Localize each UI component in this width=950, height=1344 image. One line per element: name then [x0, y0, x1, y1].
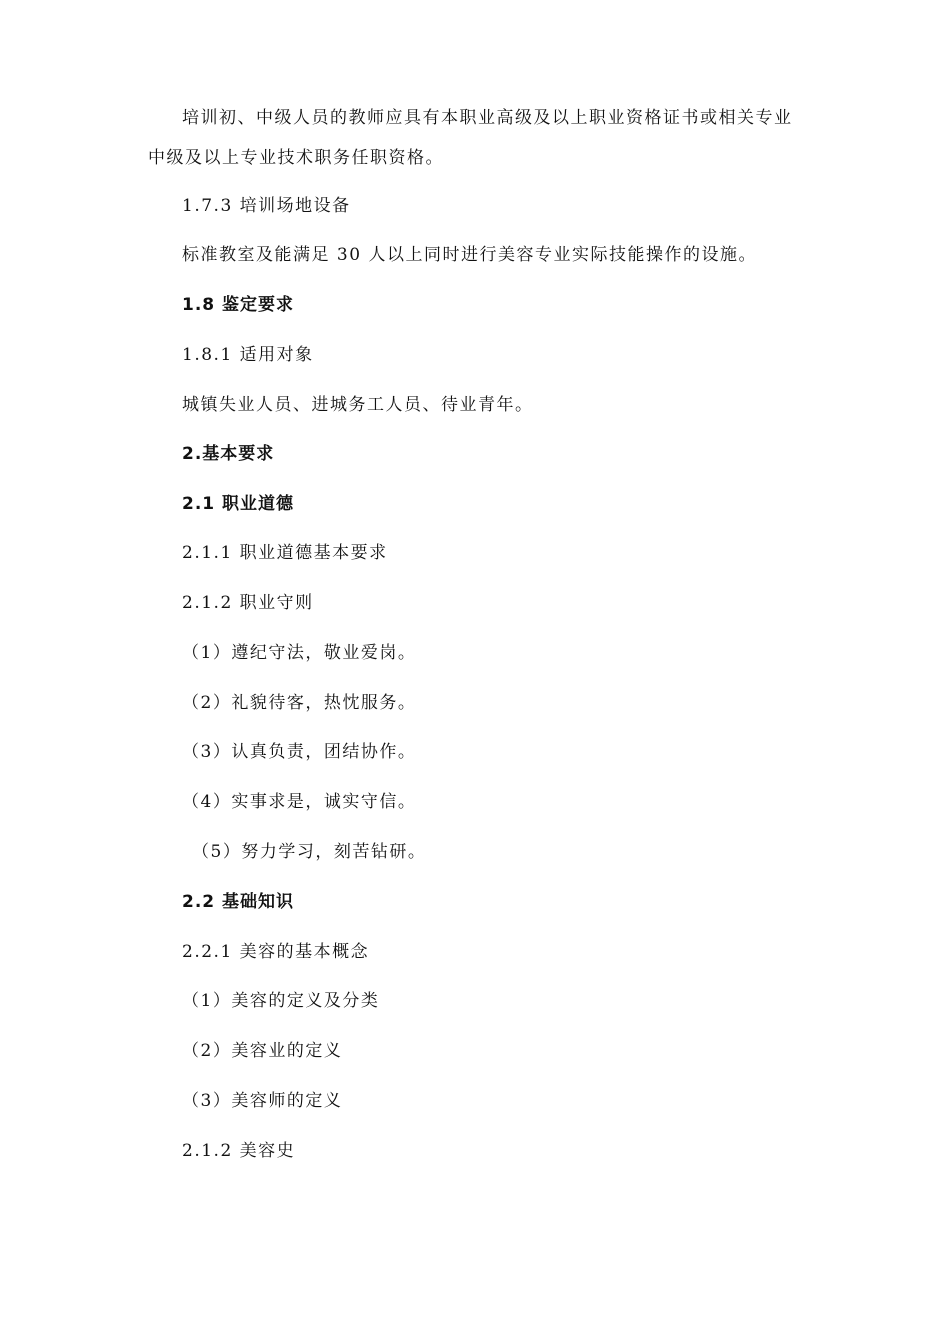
- list-item-rule-1: （1）遵纪守法，敬业爱岗。: [182, 643, 417, 663]
- heading-beauty-history: 2.1.2 美容史: [182, 1141, 296, 1161]
- list-item-rule-5: （5）努力学习，刻苦钻研。: [192, 842, 427, 862]
- heading-2-2: 2.2 基础知识: [182, 892, 295, 912]
- heading-2-1-2: 2.1.2 职业守则: [182, 593, 314, 613]
- list-item-rule-4: （4）实事求是，诚实守信。: [182, 792, 417, 812]
- heading-2-1: 2.1 职业道德: [182, 494, 295, 514]
- heading-1-7-3: 1.7.3 培训场地设备: [182, 196, 351, 216]
- paragraph-applicable-persons: 城镇失业人员、进城务工人员、待业青年。: [182, 395, 534, 415]
- list-item-rule-3: （3）认真负责，团结协作。: [182, 742, 417, 762]
- list-item-concept-3: （3）美容师的定义: [182, 1091, 343, 1111]
- list-item-concept-1: （1）美容的定义及分类: [182, 991, 380, 1011]
- heading-2-2-1: 2.2.1 美容的基本概念: [182, 942, 370, 962]
- list-item-rule-2: （2）礼貌待客，热忱服务。: [182, 693, 417, 713]
- heading-1-8: 1.8 鉴定要求: [182, 295, 295, 315]
- heading-1-8-1: 1.8.1 适用对象: [182, 345, 314, 365]
- list-item-concept-2: （2）美容业的定义: [182, 1041, 343, 1061]
- paragraph-teacher-qualification-line2: 中级及以上专业技术职务任职资格。: [148, 148, 444, 168]
- heading-2-1-1: 2.1.1 职业道德基本要求: [182, 543, 388, 563]
- paragraph-teacher-qualification-line1: 培训初、中级人员的教师应具有本职业高级及以上职业资格证书或相关专业: [182, 108, 793, 128]
- heading-2: 2.基本要求: [182, 444, 275, 464]
- paragraph-training-facilities: 标准教室及能满足 30 人以上同时进行美容专业实际技能操作的设施。: [182, 245, 757, 265]
